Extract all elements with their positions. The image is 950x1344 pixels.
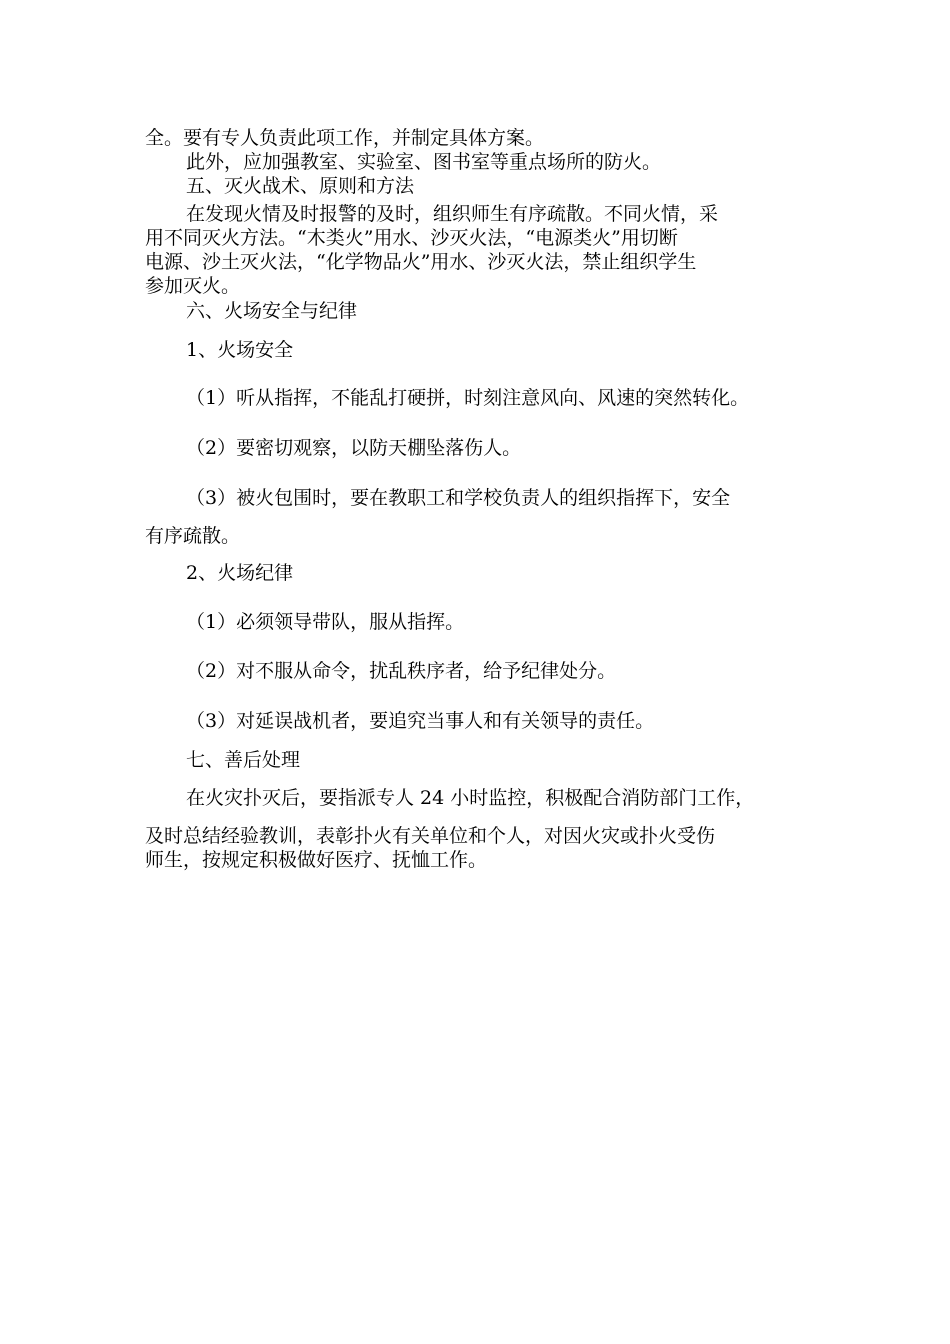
list-item: （3）被火包围时，要在教职工和学校负责人的组织指挥下，安全 [186,487,731,509]
list-item: （1）听从指挥，不能乱打硬拼，时刻注意风向、风速的突然转化。 [186,387,750,409]
body-line: 及时总结经验教训，表彰扑火有关单位和个人，对因火灾或扑火受伤 [145,825,716,847]
list-item: （2）对不服从命令，扰乱秩序者，给予纪律处分。 [186,660,617,682]
body-line: 电源、沙土灭火法，“化学物品火”用水、沙灭火法，禁止组织学生 [145,251,697,273]
body-paragraph-line: 此外，应加强教室、实验室、图书室等重点场所的防火。 [186,151,662,173]
list-item: （1）必须领导带队，服从指挥。 [186,611,465,633]
body-line: 全。要有专人负责此项工作，并制定具体方案。 [145,127,545,149]
body-paragraph-line: 在发现火情及时报警的及时，组织师生有序疏散。不同火情，采 [186,203,719,225]
body-paragraph-line: 在火灾扑灭后，要指派专人 24 小时监控，积极配合消防部门工作， [186,787,755,809]
section-heading-5: 五、灭火战术、原则和方法 [186,175,415,197]
body-line: 师生，按规定积极做好医疗、抚恤工作。 [145,849,488,871]
subsection-heading-fire-discipline: 2、火场纪律 [186,562,294,584]
list-item-continuation: 有序疏散。 [145,525,241,547]
subsection-heading-fire-safety: 1、火场安全 [186,339,294,361]
body-line: 用不同灭火方法。“木类火”用水、沙灭火法，“电源类火”用切断 [145,227,678,249]
body-line: 参加灭火。 [145,275,241,297]
list-item: （3）对延误战机者，要追究当事人和有关领导的责任。 [186,710,655,732]
list-item: （2）要密切观察，以防天棚坠落伤人。 [186,437,522,459]
section-heading-7: 七、善后处理 [186,749,301,771]
section-heading-6: 六、火场安全与纪律 [186,300,358,322]
